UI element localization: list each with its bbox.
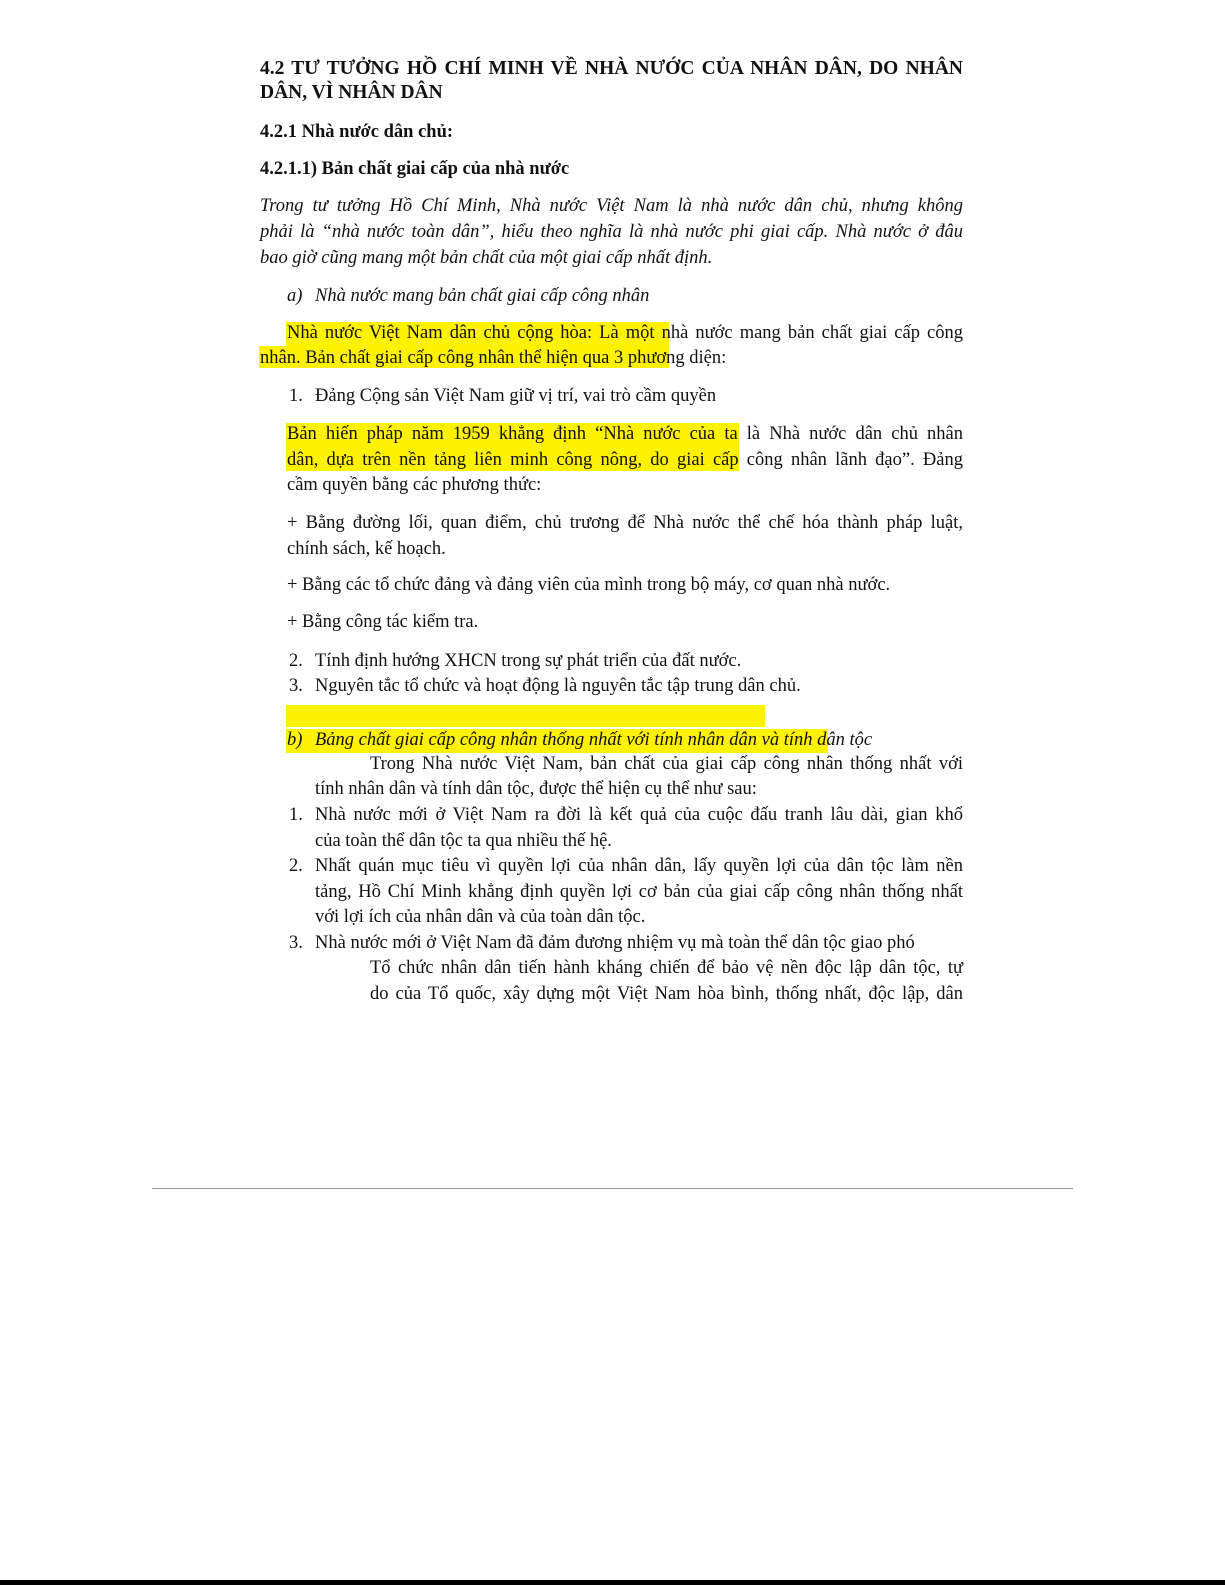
list-item: Nguyên tắc tổ chức và hoạt động là nguyên tắc tập trung dân chủ. [315, 676, 801, 696]
list-number: 3. [289, 676, 303, 696]
paragraph-line: tính nhân dân và tính dân tộc, được thể hiện cụ thể như sau: [315, 779, 757, 799]
list-item: Đảng Cộng sản Việt Nam giữ vị trí, vai trò cầm quyền [315, 386, 717, 406]
list-item-line: của toàn thể dân tộc ta qua nhiều thế hệ. [315, 831, 612, 851]
list-item-line: Nhất quán mục tiêu vì quyền lợi của nhân dân, lấy quyền lợi của dân tộc làm nền [315, 856, 963, 876]
item-marker-b: b) [287, 730, 303, 750]
subsection-title: 4.2.1 Nhà nước dân chủ: [260, 122, 454, 142]
bullet-line: + Bằng các tổ chức đảng và đảng viên của mình trong bộ máy, cơ quan nhà nước. [287, 575, 891, 595]
paragraph-line: Trong Nhà nước Việt Nam, bản chất của giai cấp công nhân thống nhất với [370, 754, 963, 774]
intro-paragraph-line: bao giờ cũng mang một bản chất của một giai cấp nhất định. [260, 248, 713, 268]
section-heading [260, 57, 963, 81]
section-heading-line: 4.2 TƯ TƯỞNG HỒ CHÍ MINH VỀ NHÀ NƯỚC CỦA NHÂN DÂN, DO NHÂN [260, 58, 963, 79]
subsection-title: 4.2.1.1) Bản chất giai cấp của nhà nước [260, 159, 570, 179]
list-number: 2. [289, 856, 303, 876]
bullet-line: + Bằng công tác kiểm tra. [287, 612, 479, 632]
list-number: 1. [289, 805, 303, 825]
item-a-title: Nhà nước mang bản chất giai cấp công nhân [315, 286, 650, 306]
paragraph-line: nhân. Bản chất giai cấp công nhân thể hiện qua 3 phương diện: [260, 348, 727, 368]
bullet-line: + Bằng đường lối, quan điểm, chủ trương để Nhà nước thể chế hóa thành pháp luật, [287, 513, 963, 533]
list-item: Tính định hướng XHCN trong sự phát triển của đất nước. [315, 651, 742, 671]
paragraph-line: Nhà nước Việt Nam dân chủ cộng hòa: Là một nhà nước mang bản chất giai cấp công [287, 323, 963, 343]
list-number: 2. [289, 651, 303, 671]
list-number: 1. [289, 386, 303, 406]
list-item-line: do của Tổ quốc, xây dựng một Việt Nam hòa bình, thống nhất, độc lập, dân [370, 984, 963, 1004]
bullet-line: chính sách, kế hoạch. [287, 539, 446, 559]
paragraph-line: cầm quyền bằng các phương thức: [287, 475, 542, 495]
paragraph-line: dân, dựa trên nền tảng liên minh công nông, do giai cấp công nhân lãnh đạo”. Đảng [287, 450, 963, 470]
page-separator [152, 1188, 1073, 1189]
intro-paragraph-line: phải là “nhà nước toàn dân”, hiểu theo nghĩa là nhà nước phi giai cấp. Nhà nước ở đâu [260, 222, 963, 242]
item-marker-a: a) [287, 286, 303, 306]
paragraph-line: Bản hiến pháp năm 1959 khẳng định “Nhà nước của ta là Nhà nước dân chủ nhân [287, 424, 963, 444]
list-item-line: tảng, Hồ Chí Minh khẳng định quyền lợi cơ bản của giai cấp công nhân thống nhất [315, 882, 963, 902]
highlight-mark [286, 705, 765, 727]
list-item-line: với lợi ích của nhân dân và của toàn dân tộc. [315, 907, 646, 927]
list-item-line: Tổ chức nhân dân tiến hành kháng chiến để bảo vệ nền độc lập dân tộc, tự [370, 958, 963, 978]
list-number: 3. [289, 933, 303, 953]
bottom-edge-bar [0, 1580, 1225, 1585]
item-b-title: Bảng chất giai cấp công nhân thống nhất với tính nhân dân và tính dân tộc [315, 730, 873, 750]
list-item-line: Nhà nước mới ở Việt Nam ra đời là kết quả của cuộc đấu tranh lâu dài, gian khổ [315, 805, 963, 825]
section-heading-line: DÂN, VÌ NHÂN DÂN [260, 82, 443, 103]
intro-paragraph-line: Trong tư tưởng Hồ Chí Minh, Nhà nước Việt Nam là nhà nước dân chủ, nhưng không [260, 196, 963, 216]
list-item-line: Nhà nước mới ở Việt Nam đã đảm đương nhiệm vụ mà toàn thể dân tộc giao phó [315, 933, 915, 953]
